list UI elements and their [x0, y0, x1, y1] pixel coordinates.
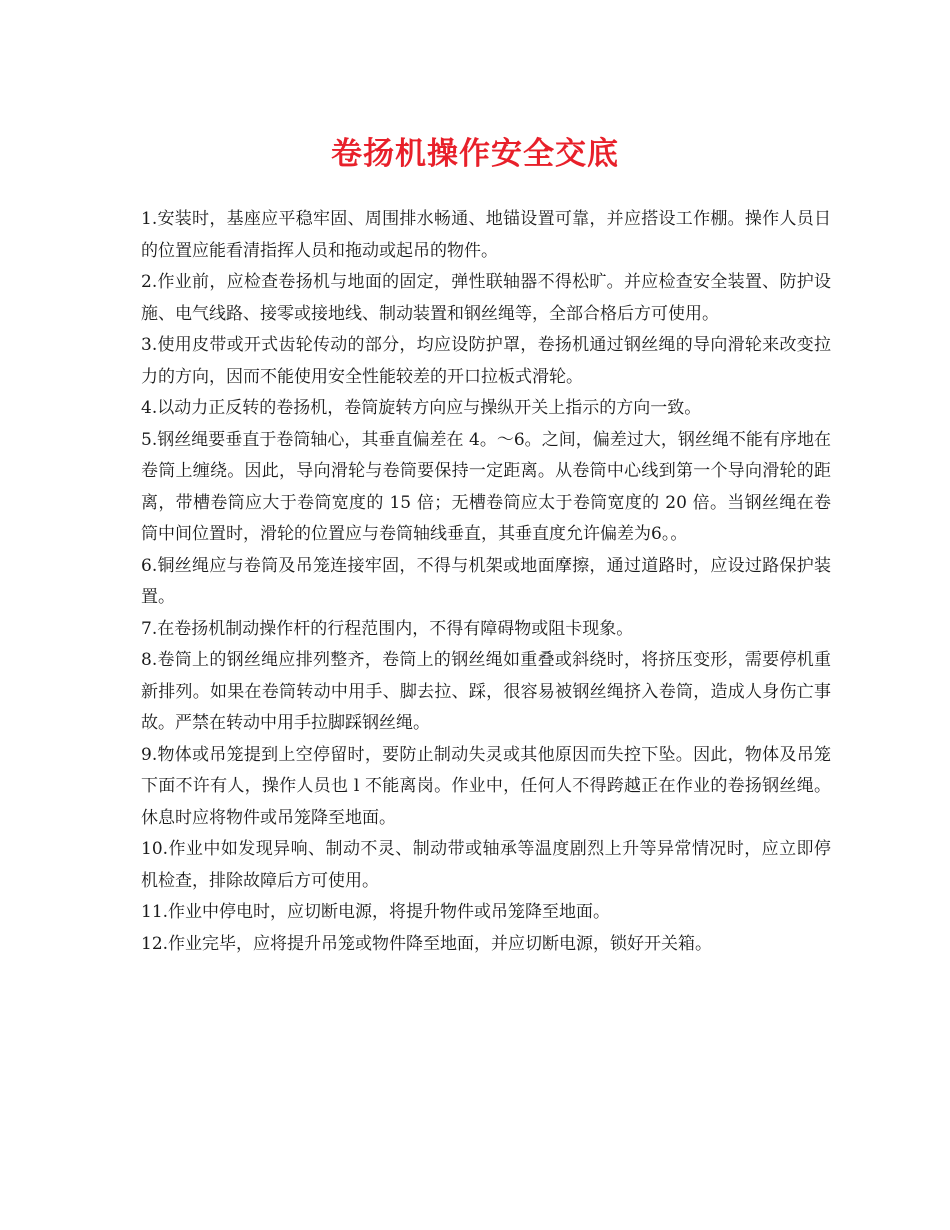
- paragraph-6: 6.铜丝绳应与卷筒及吊笼连接牢固，不得与机架或地面摩擦，通过道路时，应设过路保护装置。: [141, 555, 831, 607]
- paragraph-9: 9.物体或吊笼提到上空停留时，要防止制动失灵或其他原因而失控下坠。因此，物体及吊笼下面不许有人，操作人员也 l 不能离岗。作业中，任何人不得跨越正在作业的卷扬钢丝绳。休息时应将物件或吊笼降至地面。: [141, 744, 831, 828]
- paragraph-11: 11.作业中停电时，应切断电源，将提升物件或吊笼降至地面。: [141, 902, 611, 922]
- paragraph-4: 4.以动力正反转的卷扬机，卷筒旋转方向应与操纵开关上指示的方向一致。: [141, 398, 702, 418]
- paragraph-3: 3.使用皮带或开式齿轮传动的部分，均应设防护罩，卷扬机通过钢丝绳的导向滑轮来改变拉力的方向，因而不能使用安全性能较差的开口拉板式滑轮。: [141, 335, 831, 387]
- page-title: 卷扬机操作安全交底: [331, 136, 619, 172]
- paragraph-10: 10.作业中如发现异响、制动不灵、制动带或轴承等温度剧烈上升等异常情况时，应立即停机检查，排除故障后方可使用。: [141, 839, 831, 891]
- paragraph-2: 2.作业前，应检查卷扬机与地面的固定，弹性联轴器不得松旷。并应检查安全装置、防护设施、电气线路、接零或接地线、制动装置和钢丝绳等，全部合格后方可使用。: [141, 272, 831, 324]
- document-body: [141, 204, 831, 960]
- paragraph-7: 7.在卷扬机制动操作杆的行程范围内，不得有障碍物或阻卡现象。: [141, 618, 634, 639]
- paragraph-1: 1.安装时，基座应平稳牢固、周围排水畅通、地锚设置可靠，并应搭设工作棚。操作人员日的位置应能看清指挥人员和拖动或起吊的物件。: [141, 209, 831, 261]
- paragraph-12: 12.作业完毕，应将提升吊笼或物件降至地面，并应切断电源，锁好开关箱。: [141, 933, 713, 954]
- paragraph-8: 8.卷筒上的钢丝绳应排列整齐，卷筒上的钢丝绳如重叠或斜绕时，将挤压变形，需要停机重新排列。如果在卷筒转动中用手、脚去拉、踩，很容易被钢丝绳挤入卷筒，造成人身伤亡事故。严禁在转动中用手拉脚踩钢丝绳。: [141, 650, 831, 733]
- paragraph-5: 5.钢丝绳要垂直于卷筒轴心，其垂直偏差在 4。～6。之间，偏差过大，钢丝绳不能有序地在卷筒上缠绕。因此，导向滑轮与卷筒要保持一定距离。从卷筒中心线到第一个导向滑轮的距离，带槽卷筒应大于卷筒宽度的 15 倍；无槽卷筒应太于卷筒宽度的 20 倍。当钢丝绳在卷筒中间位置时，滑轮的位置应与卷筒轴线垂直，其垂直度允许偏差为6。。: [141, 429, 831, 544]
